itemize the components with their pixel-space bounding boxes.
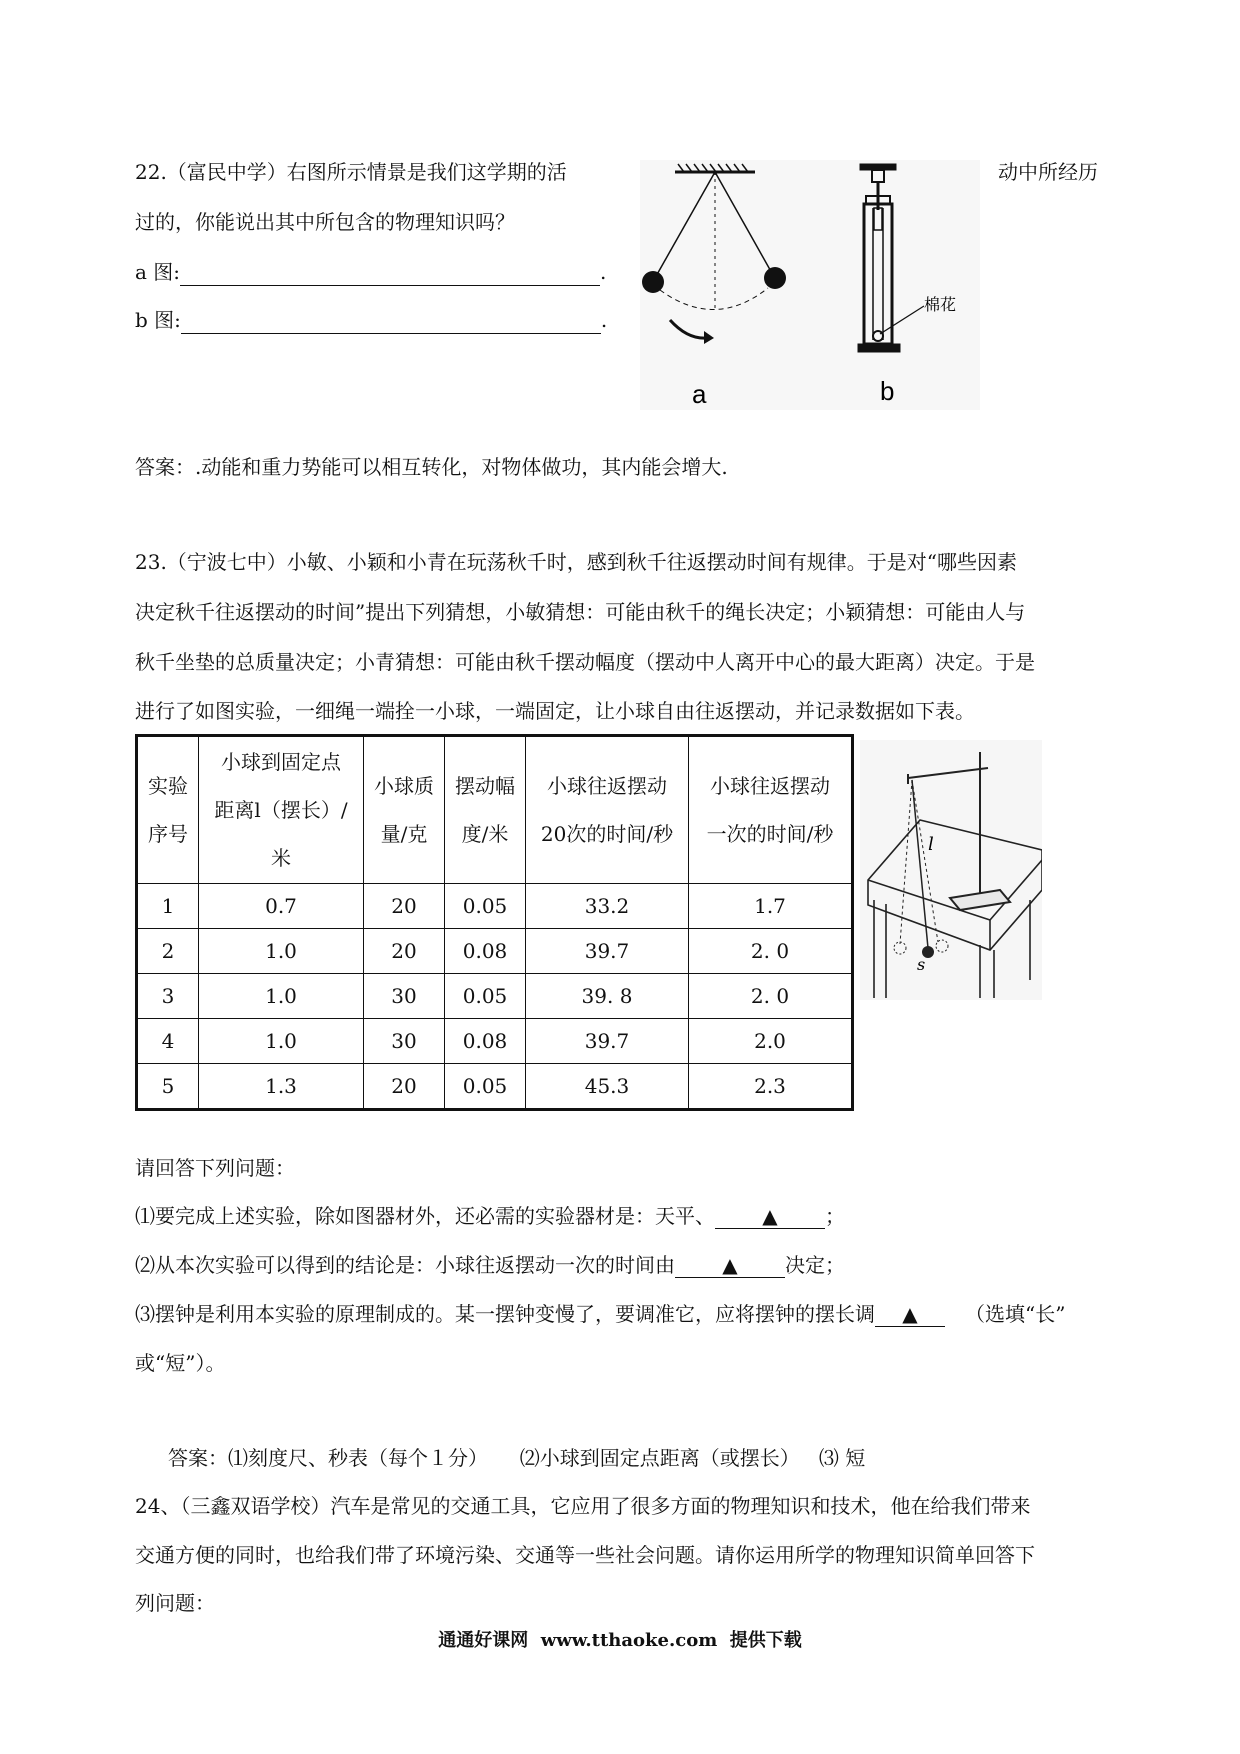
q23-data-table <box>135 734 854 1111</box>
table-cell: 1.3 <box>199 1064 364 1110</box>
table-cell: 1.0 <box>199 974 364 1019</box>
table-cell: 5 <box>137 1064 199 1110</box>
q22-figure <box>640 160 980 410</box>
table-cell: 0.05 <box>445 974 526 1019</box>
q22-a-answer-line <box>135 258 606 286</box>
table-cell: 45.3 <box>526 1064 689 1110</box>
table-row <box>137 1019 853 1064</box>
q23-figure-background <box>860 740 1042 1000</box>
pendulum-ball-right <box>764 267 786 289</box>
table-cell: 1.0 <box>199 1019 364 1064</box>
table-row <box>137 884 853 929</box>
page-footer: 通通好课网 www.tthaoke.com 提供下载 <box>438 1630 802 1651</box>
figure-label-a: a <box>692 379 707 409</box>
q22-figure-background <box>640 160 980 410</box>
q22-b-blank[interactable] <box>181 309 601 334</box>
table-cell: 0.7 <box>199 884 364 929</box>
header-cell-time20: 小球往返摆动 20次的时间/秒 <box>526 736 689 884</box>
length-label: l <box>928 834 934 855</box>
table-cell: 4 <box>137 1019 199 1064</box>
q23-sub3-line2: 或“短”）。 <box>135 1351 226 1375</box>
q24-line2: 交通方便的同时，也给我们带了环境污染、交通等一些社会问题。请你运用所学的物理知识简单回答下 <box>135 1543 1035 1567</box>
table-cell: 1.7 <box>689 884 853 929</box>
table-cell: 2. 0 <box>689 929 853 974</box>
header-cell-index: 实验 序号 <box>137 736 199 884</box>
q23-line3: 秋千坐垫的总质量决定；小青猜想：可能由秋千摆动幅度（摆动中人离开中心的最大距离）决定。于是 <box>135 650 1035 674</box>
header-cell-amplitude: 摆动幅 度/米 <box>445 736 526 884</box>
table-cell: 3 <box>137 974 199 1019</box>
q22-line1-left: 22.（富民中学）右图所示情景是我们这学期的活 <box>135 160 567 184</box>
q23-sub2: ⑵从本次实验可以得到的结论是：小球往返摆动一次的时间由 ▲ 决定； <box>135 1253 845 1277</box>
q23-sub3: ⑶摆钟是利用本实验的原理制成的。某一摆钟变慢了，要调准它，应将摆钟的摆长调 ▲ （选填“长” <box>135 1302 1066 1326</box>
table-cell: 20 <box>364 1064 445 1110</box>
q23-prompt: 请回答下列问题： <box>135 1156 295 1180</box>
q23-figure <box>860 740 1042 1000</box>
table-cell: 2.0 <box>689 1019 853 1064</box>
q23-line1: 23.（宁波七中）小敏、小颖和小青在玩荡秋千时，感到秋千往返摆动时间有规律。于是对“哪些因素 <box>135 550 1018 574</box>
table-cell: 30 <box>364 1019 445 1064</box>
table-row <box>137 1064 853 1110</box>
table-cell: 39.7 <box>526 929 689 974</box>
table-cell: 39. 8 <box>526 974 689 1019</box>
q22-b-period: . <box>600 308 608 332</box>
table-cell: 0.05 <box>445 884 526 929</box>
table-cell: 20 <box>364 929 445 974</box>
table-cell: 33.2 <box>526 884 689 929</box>
table-header-row <box>137 736 853 884</box>
q22-a-label: a 图: <box>135 260 181 284</box>
cotton-label: 棉花 <box>924 295 957 314</box>
table-cell: 39.7 <box>526 1019 689 1064</box>
table-cell: 0.08 <box>445 1019 526 1064</box>
table-cell: 2. 0 <box>689 974 853 1019</box>
table-cell: 2 <box>137 929 199 974</box>
q24-line3: 列问题： <box>135 1591 215 1615</box>
q22-b-label: b 图: <box>135 308 181 332</box>
q23-sub1: ⑴要完成上述实验，除如图器材外，还必需的实验器材是：天平、 ▲ ； <box>135 1204 845 1228</box>
header-cell-time1: 小球往返摆动 一次的时间/秒 <box>689 736 853 884</box>
table-cell: 0.08 <box>445 929 526 974</box>
table-row <box>137 974 853 1019</box>
q22-line2: 过的，你能说出其中所包含的物理知识吗？ <box>135 210 515 234</box>
sub3-answer-blank[interactable]: ▲ <box>875 1302 945 1327</box>
q23-line4: 进行了如图实验，一细绳一端拴一小球，一端固定，让小球自由往返摆动，并记录数据如下表。 <box>135 699 975 723</box>
table-cell: 20 <box>364 884 445 929</box>
table-cell: 30 <box>364 974 445 1019</box>
table-row <box>137 929 853 974</box>
q22-b-answer-line <box>135 306 607 334</box>
q22-a-blank[interactable] <box>180 261 600 286</box>
table-cell: 1 <box>137 884 199 929</box>
amplitude-label: s <box>917 955 926 974</box>
figure-label-b: b <box>880 376 895 406</box>
q23-line2: 决定秋千往返摆动的时间”提出下列猜想，小敏猜想：可能由秋千的绳长决定；小颖猜想：可能由人与 <box>135 600 1026 624</box>
pendulum-ball-left <box>642 271 664 293</box>
q24-line1: 24、（三鑫双语学校）汽车是常见的交通工具，它应用了很多方面的物理知识和技术，他在给我们带来 <box>135 1494 1031 1518</box>
sub2-answer-blank[interactable]: ▲ <box>675 1253 785 1278</box>
q23-answer: 答案：⑴刻度尺、秒表（每个１分） ⑵小球到固定点距离（或摆长） ⑶ 短 <box>168 1446 866 1470</box>
q22-answer: 答案：.动能和重力势能可以相互转化，对物体做功，其内能会增大. <box>135 455 728 479</box>
table-cell: 0.05 <box>445 1064 526 1110</box>
table-cell: 1.0 <box>199 929 364 974</box>
q22-a-period: . <box>600 260 607 284</box>
table-cell: 2.3 <box>689 1064 853 1110</box>
header-cell-length: 小球到固定点 距离l（摆长）/ 米 <box>199 736 364 884</box>
q22-line1-right: 动中所经历 <box>998 160 1098 184</box>
sub1-answer-blank[interactable]: ▲ <box>715 1204 825 1229</box>
header-cell-mass: 小球质 量/克 <box>364 736 445 884</box>
